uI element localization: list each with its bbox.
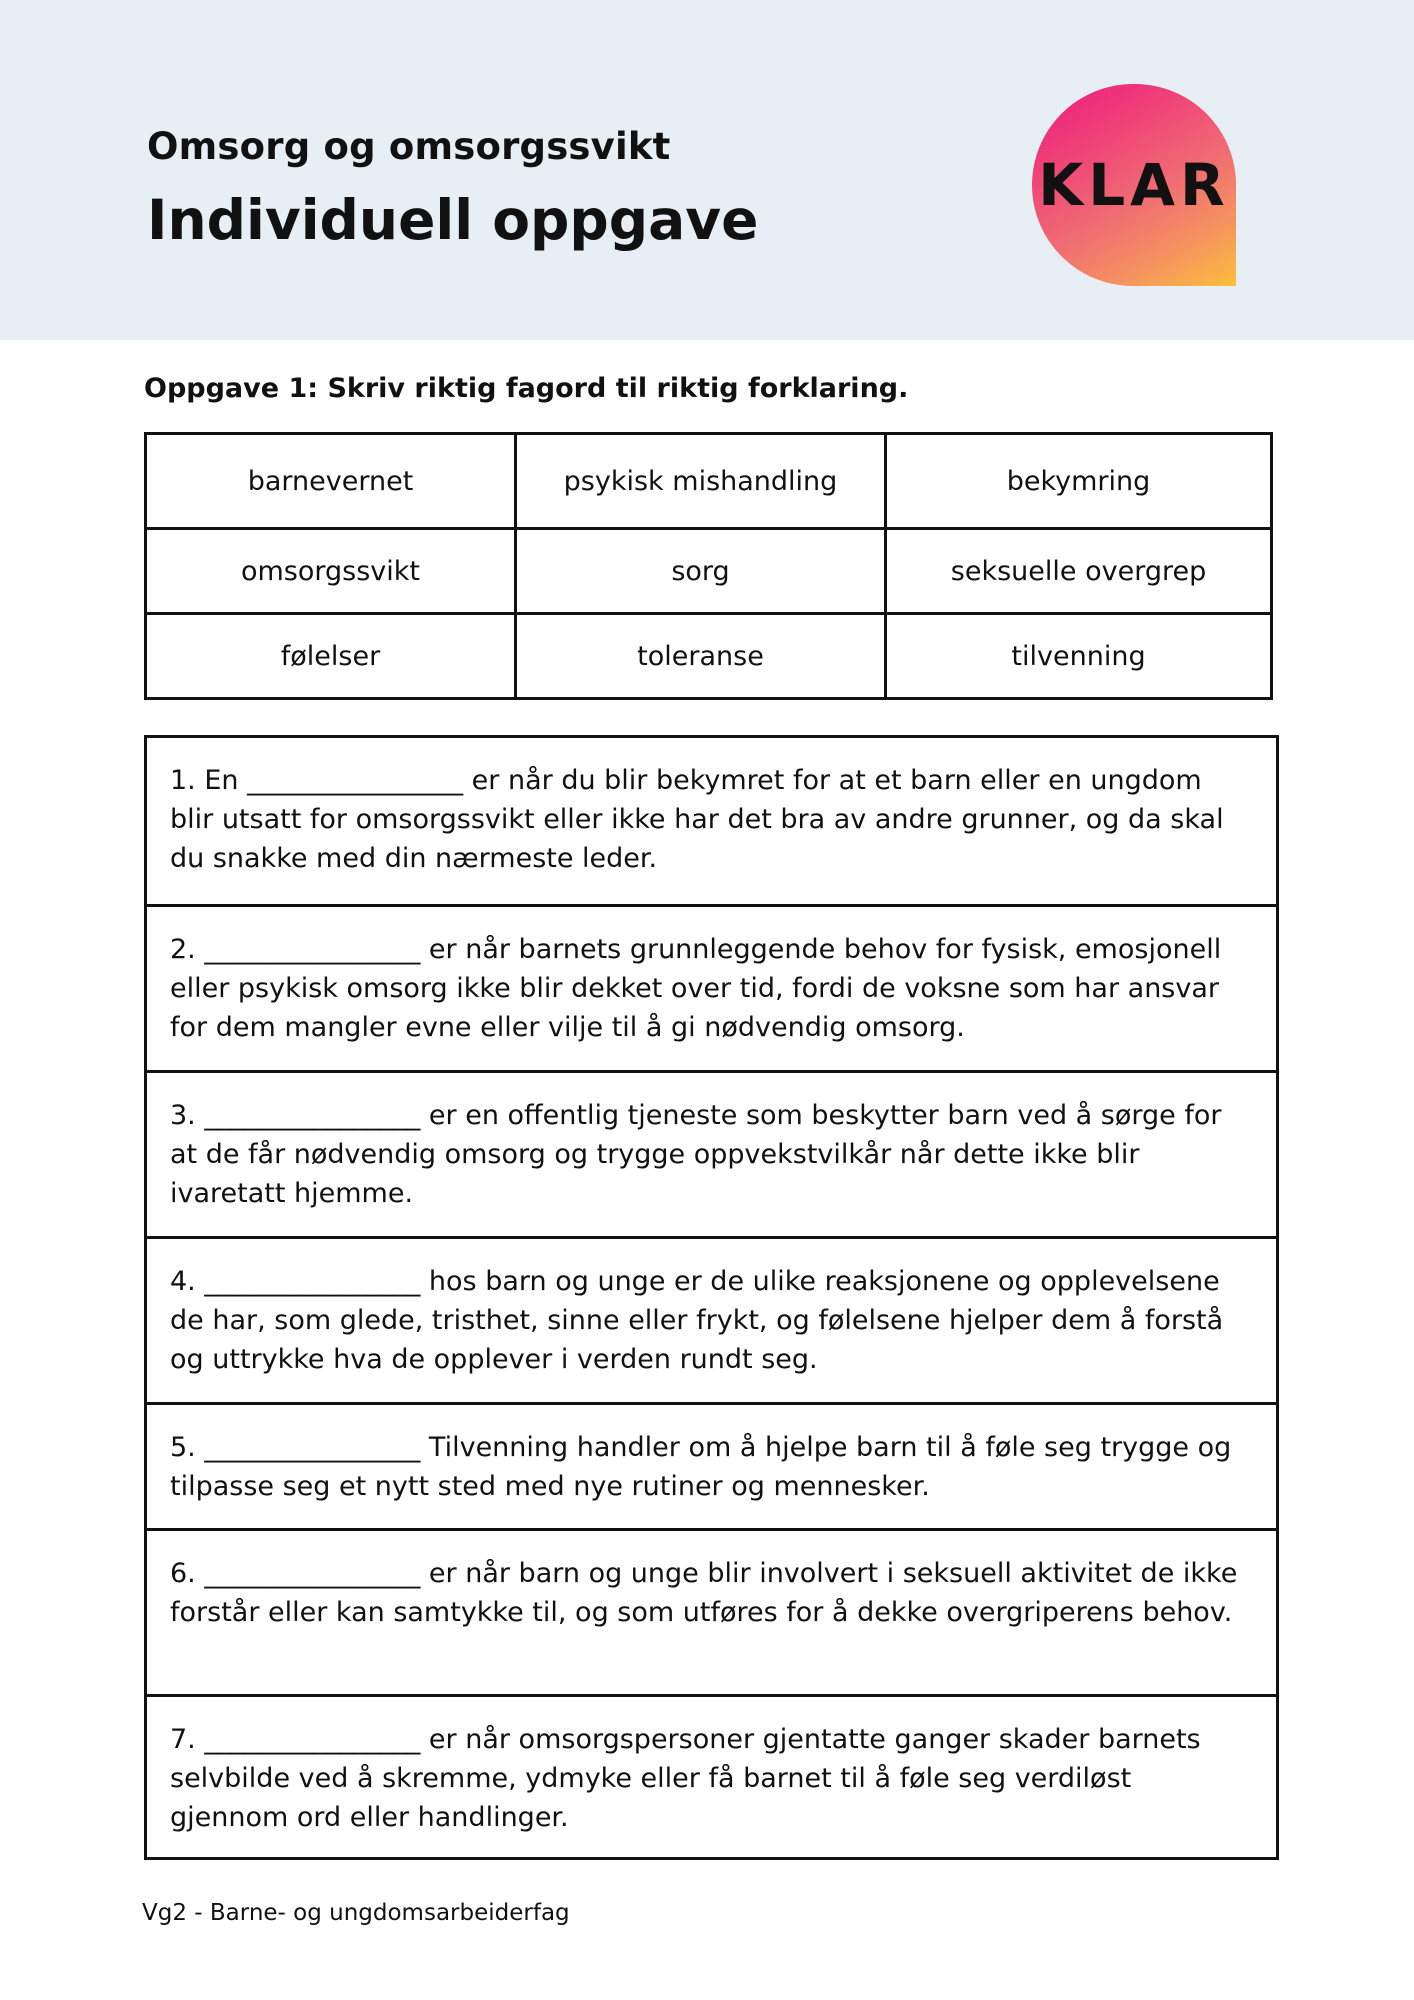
word-bank-cell: seksuelle overgrep (886, 529, 1272, 614)
klar-logo (1032, 84, 1236, 286)
definition-item-7: 7. ________________ er når omsorgspersoner gjentatte ganger skader barnets selvbilde ved å skremme, ydmyke eller få barnet til å føle seg verdiløst gjennom ord eller handlinger. (147, 1694, 1276, 1857)
word-bank-cell: barnevernet (146, 434, 516, 529)
definition-item-4: 4. ________________ hos barn og unge er de ulike reaksjonene og opplevelsene de har, som glede, tristhet, sinne eller frykt, og følelsene hjelper dem å forstå og uttrykke hva de opplever i verden rundt seg. (147, 1236, 1276, 1402)
word-bank-cell: toleranse (516, 614, 886, 699)
word-bank-row (146, 614, 1272, 699)
definition-item-2: 2. ________________ er når barnets grunnleggende behov for fysisk, emosjonell eller psykisk omsorg ikke blir dekket over tid, fordi de voksne som har ansvar for dem mangler evne eller vilje til å gi nødvendig omsorg. (147, 904, 1276, 1070)
word-bank-row (146, 529, 1272, 614)
word-bank-row (146, 434, 1272, 529)
word-bank-cell: følelser (146, 614, 516, 699)
definition-item-5: 5. ________________ Tilvenning handler om å hjelpe barn til å føle seg trygge og tilpasse seg et nytt sted med nye rutiner og mennesker. (147, 1402, 1276, 1528)
word-bank-cell: omsorgssvikt (146, 529, 516, 614)
definition-item-6: 6. ________________ er når barn og unge blir involvert i seksuell aktivitet de ikke forstår eller kan samtykke til, og som utføres for å dekke overgriperens behov. (147, 1528, 1276, 1694)
page-subtitle: Omsorg og omsorgssvikt (147, 125, 671, 168)
word-bank-table (144, 432, 1273, 700)
header-banner (0, 0, 1414, 340)
task-heading: Oppgave 1: Skriv riktig fagord til riktig forklaring. (144, 373, 909, 404)
logo-text: KLAR (1038, 151, 1230, 219)
definition-item-3: 3. ________________ er en offentlig tjeneste som beskytter barn ved å sørge for at de får nødvendig omsorg og trygge oppvekstvilkår når dette ikke blir ivaretatt hjemme. (147, 1070, 1276, 1236)
word-bank-cell: psykisk mishandling (516, 434, 886, 529)
word-bank-cell: bekymring (886, 434, 1272, 529)
definition-item-1: 1. En ________________ er når du blir bekymret for at et barn eller en ungdom blir utsatt for omsorgssvikt eller ikke har det bra av andre grunner, og da skal du snakke med din nærmeste leder. (170, 765, 1224, 874)
page-title: Individuell oppgave (147, 188, 759, 252)
footer-text: Vg2 - Barne- og ungdomsarbeiderfag (142, 1900, 570, 1926)
word-bank-cell: tilvenning (886, 614, 1272, 699)
word-bank-cell: sorg (516, 529, 886, 614)
definitions-list (144, 735, 1279, 1860)
